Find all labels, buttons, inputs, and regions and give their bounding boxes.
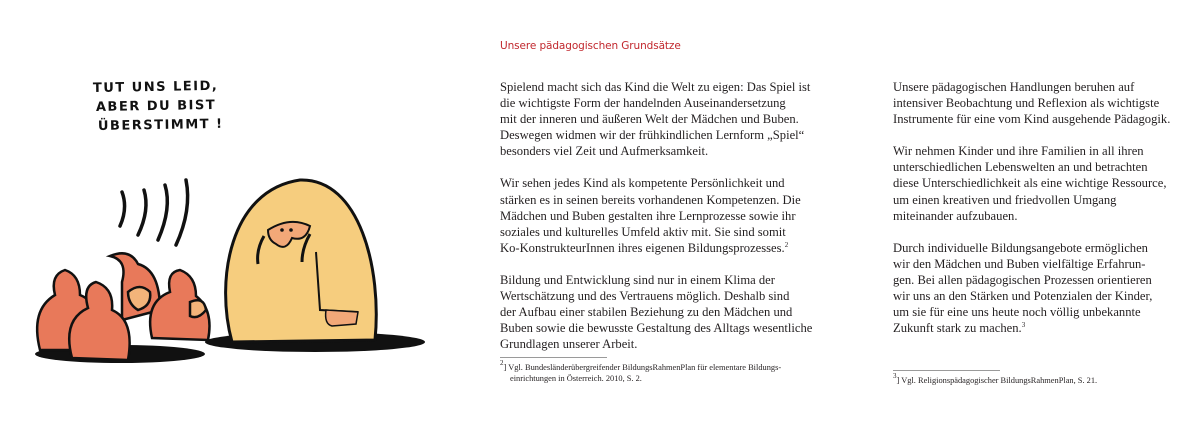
footnote-divider xyxy=(500,357,607,358)
paragraph xyxy=(500,175,820,255)
footnote-marker: 3 xyxy=(893,372,897,380)
cartoon-illustration xyxy=(10,20,480,400)
paragraph-text: Wir nehmen Kinder und ihre Familien in all ihren unterschiedlichen Lebenswelten an und betrachten diese Unterschiedlichkeit als eine wichtige Ressource, um einen kreativen und friedvollen Umgang miteinander aufzubauen. xyxy=(893,144,1167,223)
paragraph-text: Durch individuelle Bildungsangebote ermöglichen wir den Mädchen und Buben vielfältige Erfahrun- gen. Bei allen pädagogischen Prozessen orientieren wir uns an den Stärken und Potenzialen der Kinder, um sie für eine uns heute noch völlig unbekannte Zukunft stark zu machen. xyxy=(893,240,1153,336)
large-figure xyxy=(226,180,377,342)
paragraph-text: Wir sehen jedes Kind als kompetente Persönlichkeit und stärken es in seinen bereits vorhandenen Kompetenzen. Die Mädchen und Buben gestalten ihre Lernprozesse sowie ihr soziales und kulturelles Umfeld aktiv mit. Sie sind somit Ko-KonstrukteurInnen ihres eigenen Bildungsprozesses. xyxy=(500,176,801,255)
footnote-divider xyxy=(893,370,1000,371)
text-column-2 xyxy=(893,79,1193,352)
paragraph xyxy=(500,79,820,159)
footnote-text: ] Vgl. Religionspädagogischer BildungsRahmenPlan, S. 21. xyxy=(896,376,1098,385)
footnote xyxy=(893,372,1193,386)
footnote-ref: 2 xyxy=(784,240,789,249)
footnote-ref: 3 xyxy=(1021,321,1026,330)
paragraph-text: Unsere pädagogischen Handlungen beruhen auf intensiver Beobachtung und Reflexion als wichtigste Instrumente für eine vom Kind ausgehende Pädagogik. xyxy=(893,80,1171,127)
footnote-marker: 2 xyxy=(500,359,504,367)
paragraph-text: Spielend macht sich das Kind die Welt zu eigen: Das Spiel ist die wichtigste Form der handelnden Auseinandersetzung mit der inneren und äußeren Welt der Mädchen und Buben. Deswegen widmen wir der frühkindlichen Lernform „Spiel“ besonders viel Zeit und Aufmerksamkeit. xyxy=(500,80,811,159)
speech-line-3: ÜBERSTIMMT ! xyxy=(97,116,224,134)
speech-line-1: TUT UNS LEID, xyxy=(92,78,219,96)
text-column-1 xyxy=(500,79,820,368)
speech-text xyxy=(93,79,224,134)
paragraph xyxy=(500,272,820,352)
section-title: Unsere pädagogischen Grundsätze xyxy=(500,40,681,52)
paragraph xyxy=(893,240,1193,337)
sound-lines xyxy=(120,180,188,245)
footnote xyxy=(500,359,830,384)
speech-line-2: ABER DU BIST xyxy=(95,97,217,115)
small-figures xyxy=(37,253,209,360)
paragraph-text: Bildung und Entwicklung sind nur in einem Klima der Wertschätzung und des Vertrauens möglich. Deshalb sind der Aufbau einer stabilen Beziehung zu den Mädchen und Buben sowie die bewusste Gestaltung des Alltags wesentliche Grundlagen unserer Arbeit. xyxy=(500,272,813,352)
paragraph xyxy=(893,143,1193,223)
footnote-text: ] Vgl. Bundesländerübergreifender BildungsRahmenPlan für elementare Bildungs- xyxy=(503,363,782,372)
footnote-text-cont: einrichtungen in Österreich. 2010, S. 2. xyxy=(510,374,642,383)
paragraph xyxy=(893,79,1193,127)
